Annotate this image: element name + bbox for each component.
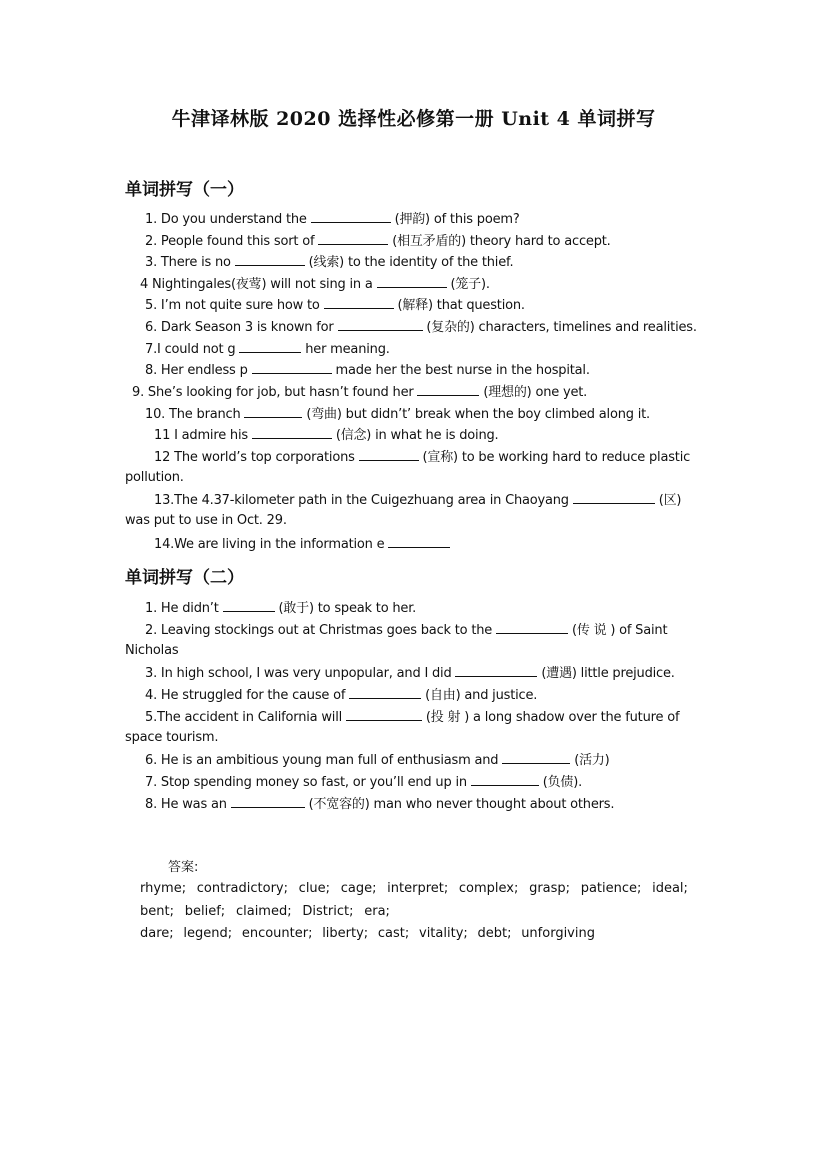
answer-word: claimed; xyxy=(235,904,292,919)
answer-word: cast; xyxy=(377,926,410,941)
answer-blank[interactable] xyxy=(311,210,391,223)
answers-label: 答案: xyxy=(168,860,199,875)
exercise-item: 8. Her endless p made her the best nurse in the hospital. xyxy=(145,363,590,378)
answer-word: complex; xyxy=(458,881,519,896)
exercise-item: 4 Nightingales(夜莺) will not sing in a (笼子). xyxy=(140,277,490,292)
answer-word: belief; xyxy=(184,904,226,919)
exercise-item: 5. I’m not quite sure how to (解释) that question. xyxy=(145,298,525,313)
answer-word: patience; xyxy=(580,881,642,896)
answer-blank[interactable] xyxy=(359,448,419,461)
answer-blank[interactable] xyxy=(502,751,570,764)
exercise-item: 4. He struggled for the cause of (自由) and justice. xyxy=(145,688,538,703)
answer-blank[interactable] xyxy=(377,275,447,288)
exercise-item: 12 The world’s top corporations (宣称) to be working hard to reduce plastic xyxy=(154,450,691,465)
answer-blank[interactable] xyxy=(573,491,655,504)
exercise-item: 5.The accident in California will (投 射 ) a long shadow over the future of xyxy=(145,710,680,725)
answer-word: encounter; xyxy=(241,926,313,941)
exercise-item: 10. The branch (弯曲) but didn’t’ break when the boy climbed along it. xyxy=(145,407,650,422)
answer-blank[interactable] xyxy=(239,340,301,353)
answer-blank[interactable] xyxy=(417,383,479,396)
answer-word: District; xyxy=(302,904,354,919)
answer-blank[interactable] xyxy=(231,795,305,808)
exercise-item: 2. People found this sort of (相互矛盾的) theory hard to accept. xyxy=(145,234,611,249)
answer-word: unforgiving xyxy=(521,926,595,941)
section-heading-1: 单词拼写（一） xyxy=(125,180,244,200)
exercise-item: 14.We are living in the information e xyxy=(154,535,450,553)
answer-word: debt; xyxy=(477,926,512,941)
exercise-item: 3. There is no (线索) to the identity of the thief. xyxy=(145,255,514,270)
answers-line-3 xyxy=(140,926,595,941)
exercise-item-continuation: space tourism. xyxy=(125,730,219,745)
answer-blank[interactable] xyxy=(496,621,568,634)
exercise-item: 11 I admire his (信念) in what he is doing. xyxy=(154,428,499,443)
exercise-item: 6. He is an ambitious young man full of enthusiasm and (活力) xyxy=(145,753,610,768)
answer-blank[interactable] xyxy=(388,535,450,548)
answers-line-1 xyxy=(140,881,688,896)
answer-blank[interactable] xyxy=(252,426,332,439)
document-title: 牛津译林版 2020 选择性必修第一册 Unit 4 单词拼写 xyxy=(171,108,656,130)
answer-word: bent; xyxy=(140,904,174,919)
exercise-item: 7.I could not g her meaning. xyxy=(145,342,390,357)
answer-word: era; xyxy=(364,904,390,919)
exercise-item: 8. He was an (不宽容的) man who never thought about others. xyxy=(145,797,615,812)
answers-line-2 xyxy=(140,904,390,919)
exercise-item: 9. She’s looking for job, but hasn’t found her (理想的) one yet. xyxy=(132,385,588,400)
answer-blank[interactable] xyxy=(346,708,422,721)
answer-word: ideal; xyxy=(652,881,688,896)
answer-blank[interactable] xyxy=(471,773,539,786)
answer-word: vitality; xyxy=(419,926,468,941)
answer-word: rhyme; xyxy=(140,881,187,896)
answer-blank[interactable] xyxy=(318,232,388,245)
answer-blank[interactable] xyxy=(349,686,421,699)
exercise-item-continuation: pollution. xyxy=(125,470,184,485)
answer-word: interpret; xyxy=(387,881,449,896)
exercise-item: 13.The 4.37-kilometer path in the Cuigezhuang area in Chaoyang (区) xyxy=(154,493,682,508)
exercise-item: 2. Leaving stockings out at Christmas goes back to the (传 说 ) of Saint xyxy=(145,623,668,638)
answer-word: dare; xyxy=(140,926,174,941)
answer-blank[interactable] xyxy=(324,296,394,309)
answer-word: clue; xyxy=(298,881,331,896)
answer-blank[interactable] xyxy=(338,318,423,331)
section-heading-2: 单词拼写（二） xyxy=(125,568,244,588)
exercise-item: 7. Stop spending money so fast, or you’ll end up in (负债). xyxy=(145,775,583,790)
exercise-item-continuation: Nicholas xyxy=(125,643,179,658)
exercise-item-continuation: was put to use in Oct. 29. xyxy=(125,513,287,528)
answer-word: contradictory; xyxy=(196,881,288,896)
exercise-item: 1. Do you understand the (押韵) of this poem? xyxy=(145,212,520,227)
answer-word: legend; xyxy=(183,926,233,941)
answer-blank[interactable] xyxy=(244,405,302,418)
exercise-item: 6. Dark Season 3 is known for (复杂的) characters, timelines and realities. xyxy=(145,320,697,335)
answer-blank[interactable] xyxy=(252,361,332,374)
answer-word: grasp; xyxy=(529,881,571,896)
answer-blank[interactable] xyxy=(455,664,537,677)
answer-word: liberty; xyxy=(322,926,369,941)
answer-blank[interactable] xyxy=(235,253,305,266)
answer-blank[interactable] xyxy=(223,599,275,612)
exercise-item: 1. He didn’t (敢于) to speak to her. xyxy=(145,601,417,616)
exercise-item: 3. In high school, I was very unpopular, and I did (遭遇) little prejudice. xyxy=(145,666,675,681)
answer-word: cage; xyxy=(340,881,377,896)
